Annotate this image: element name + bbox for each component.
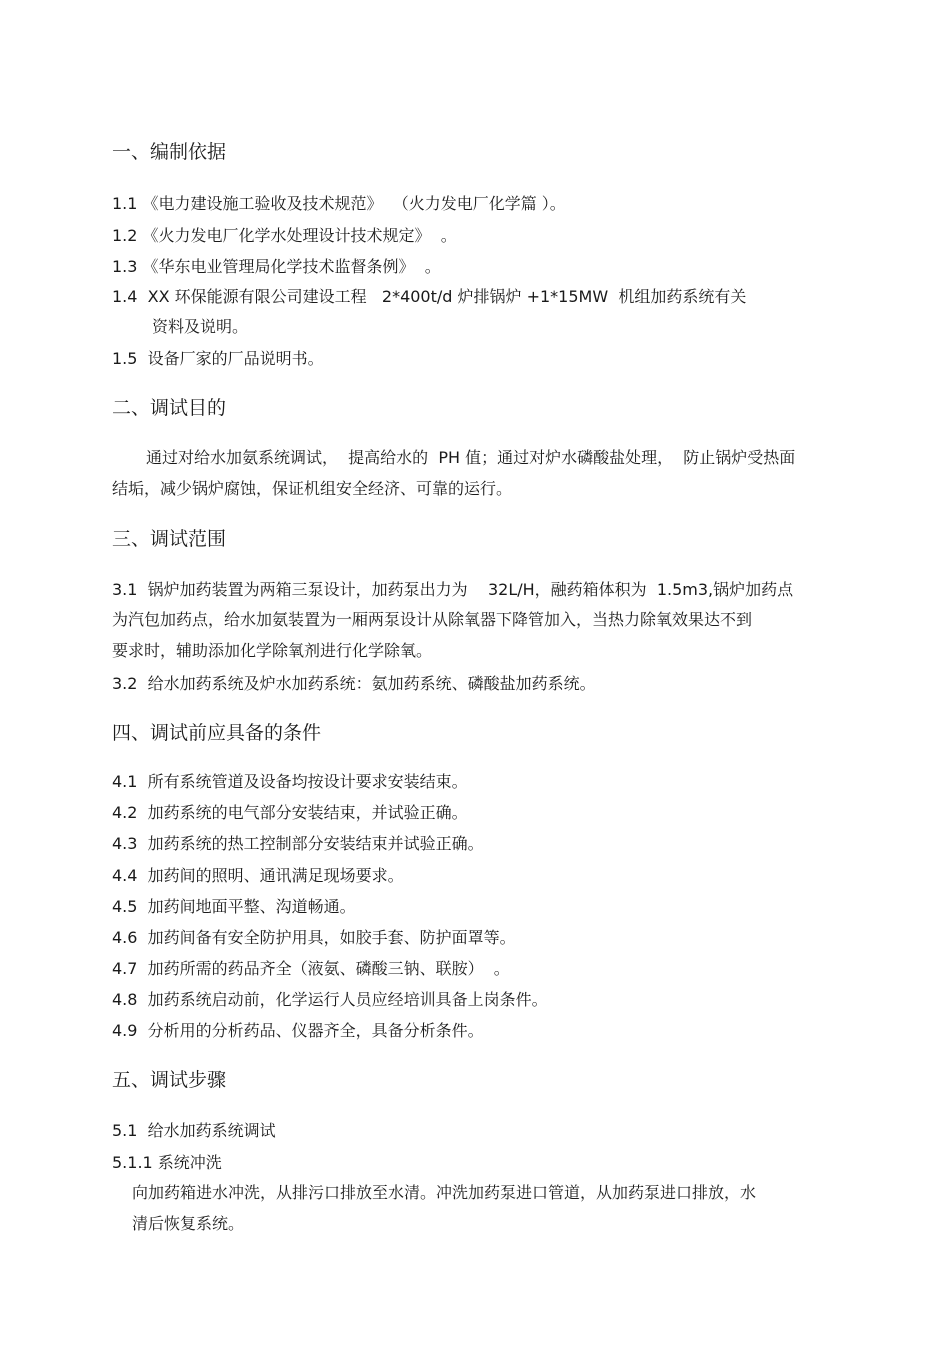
purpose-line-1: 通过对给水加氨系统调试， 提高给水的 PH 值；通过对炉水磷酸盐处理， 防止锅炉受热面: [146, 448, 796, 467]
scope-line-1: 3.1 锅炉加药装置为两箱三泵设计，加药泵出力为 32L/H，融药箱体积为 1.5m3,锅炉加药点: [112, 580, 794, 599]
scope-line-4: 3.2 给水加药系统及炉水加药系统：氨加药系统、磷酸盐加药系统。: [112, 674, 596, 693]
condition-item-4-9: 4.9 分析用的分析药品、仪器齐全，具备分析条件。: [112, 1021, 484, 1040]
basis-item-1-4-cont: 资料及说明。: [152, 317, 249, 336]
section-heading-steps: 五、调试步骤: [112, 1069, 227, 1091]
condition-item-4-7: 4.7 加药所需的药品齐全（液氨、磷酸三钠、联胺） 。: [112, 959, 510, 978]
condition-item-4-5: 4.5 加药间地面平整、沟道畅通。: [112, 897, 356, 916]
scope-line-3: 要求时，辅助添加化学除氧剂进行化学除氧。: [112, 641, 433, 660]
condition-item-4-6: 4.6 加药间备有安全防护用具，如胶手套、防护面罩等。: [112, 928, 516, 947]
condition-item-4-4: 4.4 加药间的照明、通讯满足现场要求。: [112, 866, 404, 885]
section-heading-purpose: 二、调试目的: [112, 397, 227, 419]
section-heading-conditions: 四、调试前应具备的条件: [112, 722, 322, 744]
basis-item-1-5: 1.5 设备厂家的厂品说明书。: [112, 349, 324, 368]
steps-subheading-5-1-1: 5.1.1 系统冲洗: [112, 1153, 222, 1172]
basis-item-1-1: 1.1 《电力建设施工验收及技术规范》 （火力发电厂化学篇 ）。: [112, 194, 566, 213]
scope-line-2: 为汽包加药点，给水加氨装置为一厢两泵设计从除氧器下降管加入，当热力除氧效果达不到: [112, 610, 753, 629]
section-heading-basis: 一、编制依据: [112, 141, 227, 163]
basis-item-1-3: 1.3 《华东电业管理局化学技术监督条例》 。: [112, 257, 441, 276]
condition-item-4-2: 4.2 加药系统的电气部分安装结束，并试验正确。: [112, 803, 468, 822]
condition-item-4-3: 4.3 加药系统的热工控制部分安装结束并试验正确。: [112, 834, 484, 853]
condition-item-4-8: 4.8 加药系统启动前，化学运行人员应经培训具备上岗条件。: [112, 990, 548, 1009]
steps-subheading-5-1: 5.1 给水加药系统调试: [112, 1121, 276, 1140]
condition-item-4-1: 4.1 所有系统管道及设备均按设计要求安装结束。: [112, 772, 468, 791]
basis-item-1-4: 1.4 XX 环保能源有限公司建设工程 2*400t/d 炉排锅炉 +1*15MW 机组加药系统有关: [112, 287, 747, 306]
section-heading-scope: 三、调试范围: [112, 528, 227, 550]
basis-item-1-2: 1.2 《火力发电厂化学水处理设计技术规定》 。: [112, 226, 457, 245]
steps-flush-line-1: 向加药箱进水冲洗，从排污口排放至水清。冲洗加药泵进口管道，从加药泵进口排放，水: [132, 1183, 757, 1202]
purpose-line-2: 结垢，减少锅炉腐蚀，保证机组安全经济、可靠的运行。: [112, 479, 513, 498]
steps-flush-line-2: 清后恢复系统。: [132, 1214, 245, 1233]
